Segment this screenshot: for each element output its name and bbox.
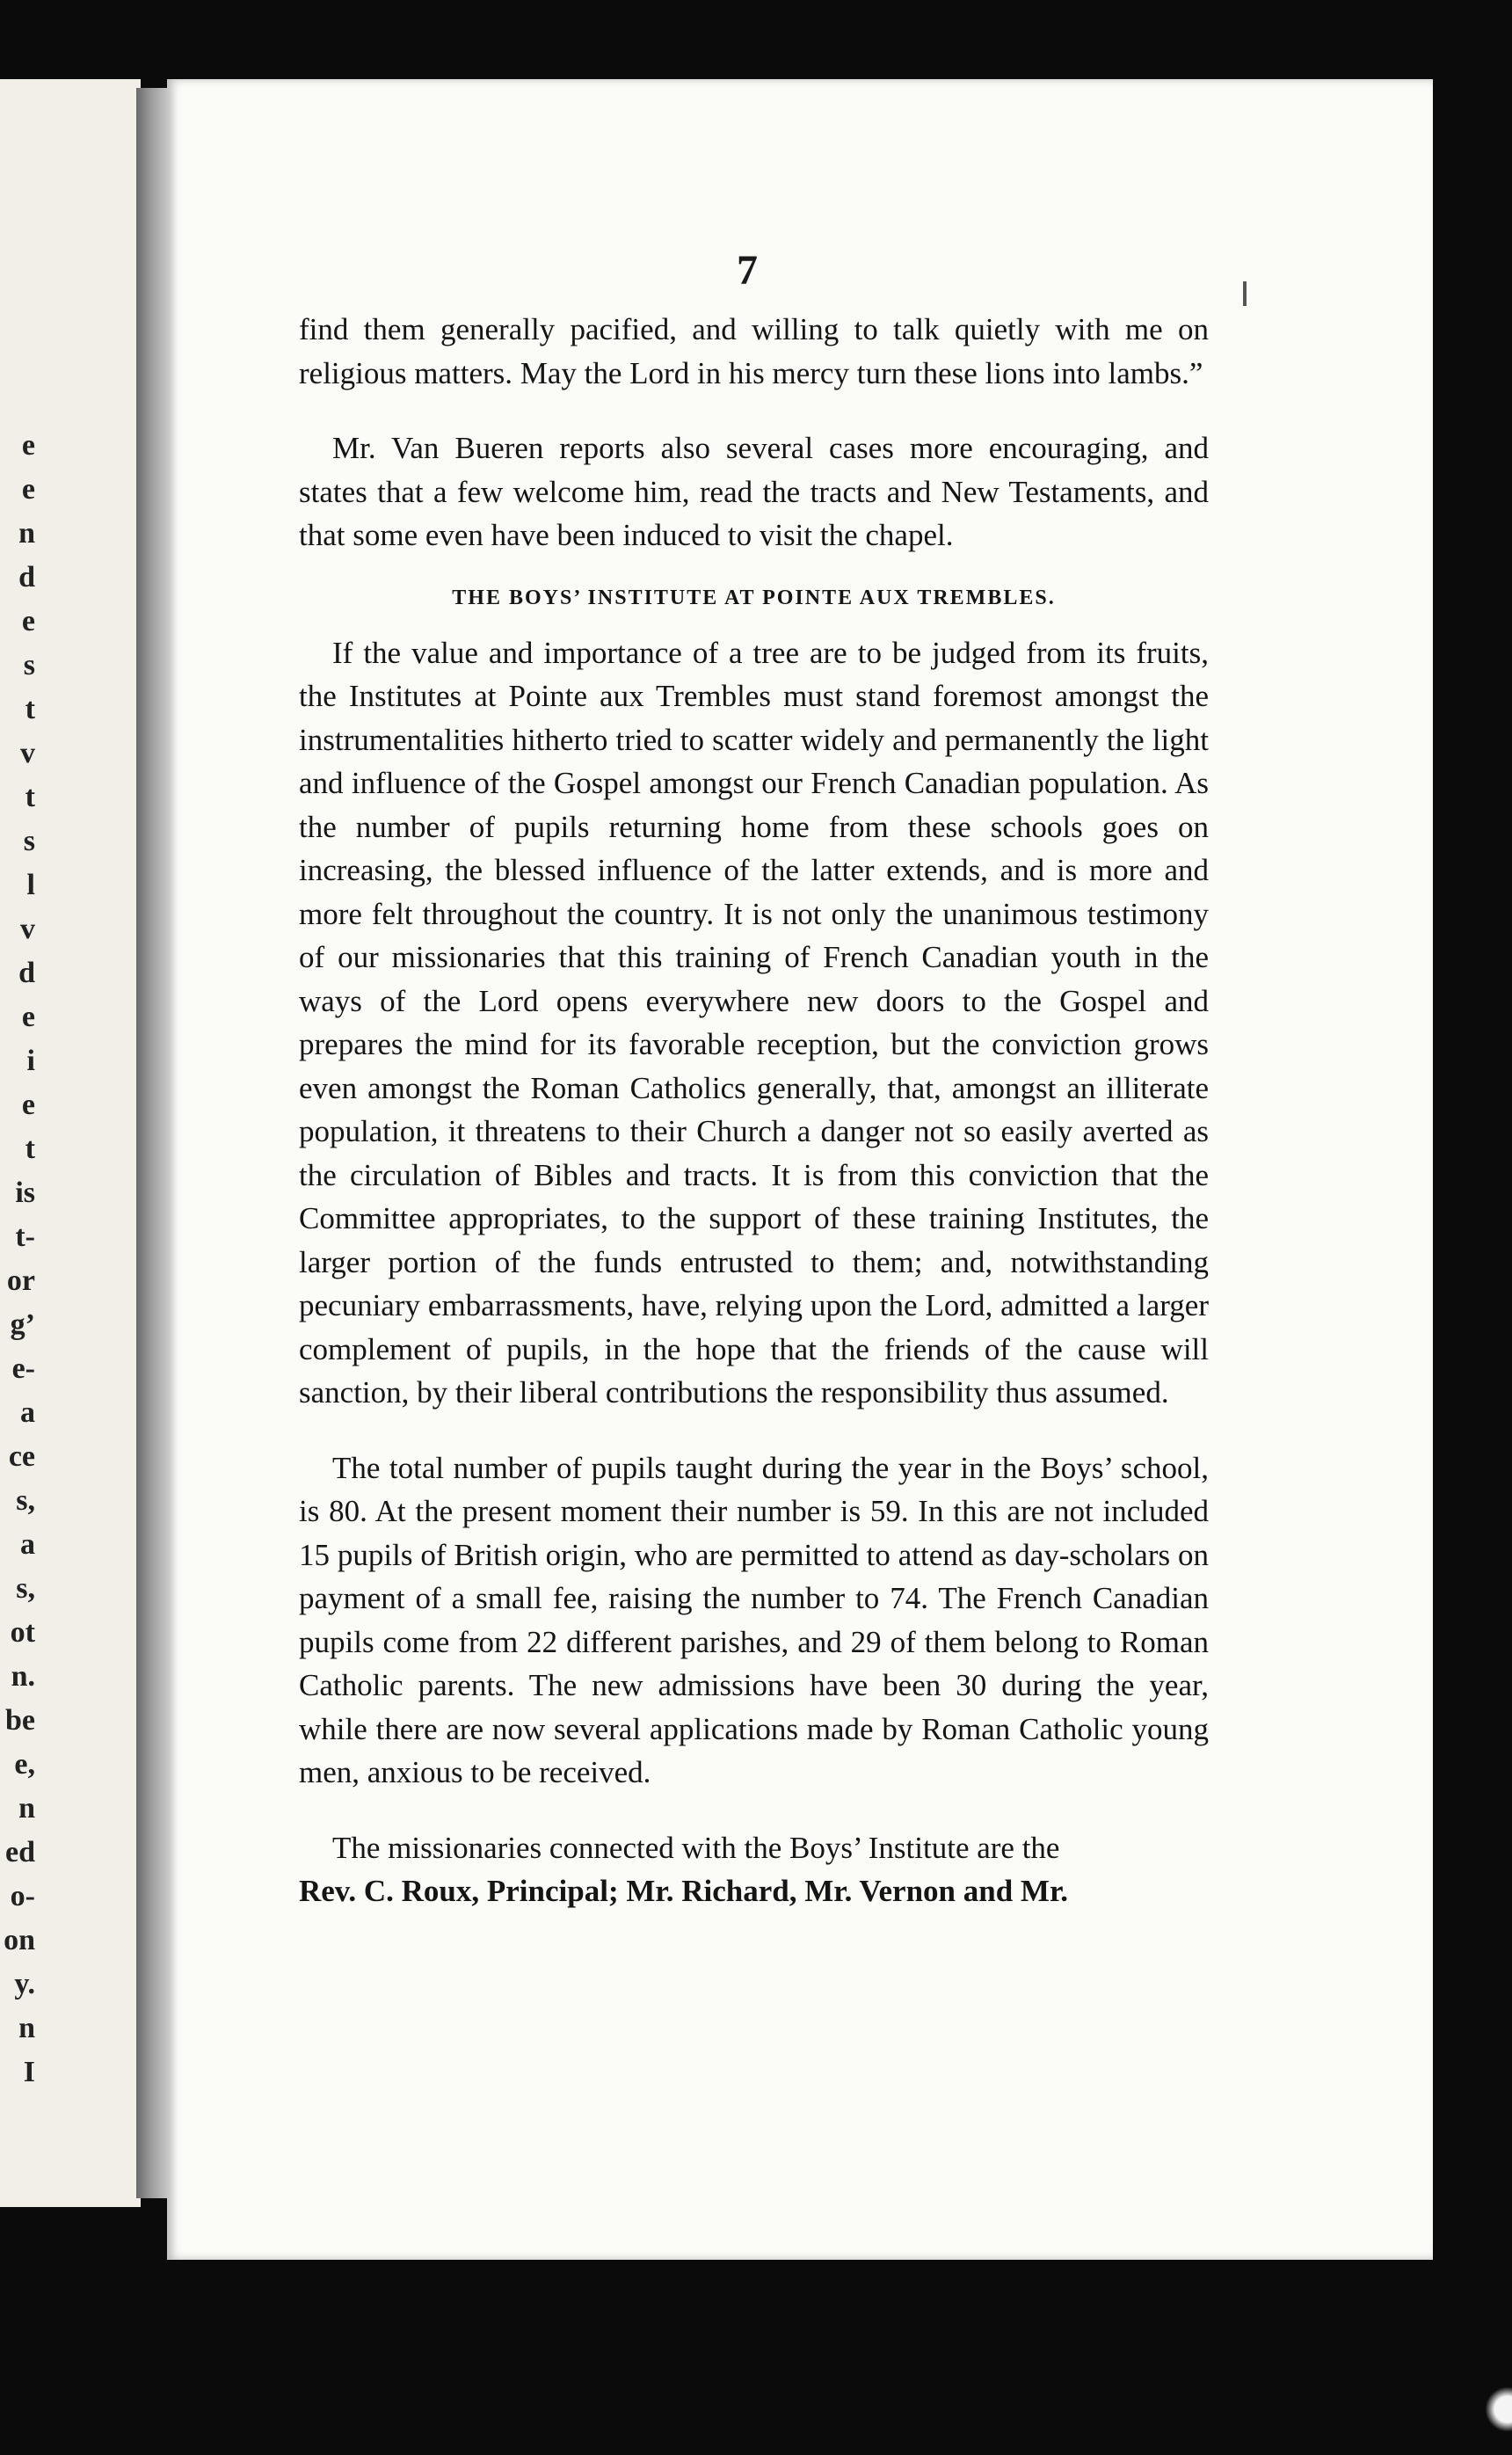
facing-page-fragment: t- xyxy=(15,1220,35,1253)
facing-page-fragment: n xyxy=(18,517,35,550)
paragraph-van-bueren: Mr. Van Bueren reports also several cases more encouraging, and states that a few welcome him, read the tracts and New Testaments, and that some even have been induced to visit the chapel. xyxy=(299,431,1209,552)
facing-page-fragment: e xyxy=(21,473,35,506)
section-heading: THE BOYS’ INSTITUTE AT POINTE AUX TREMBLES. xyxy=(452,586,1056,609)
facing-page-fragment: e xyxy=(21,429,35,462)
facing-page-fragment: e, xyxy=(14,1748,35,1781)
facing-page-fragment: g’ xyxy=(10,1308,35,1341)
facing-page-fragment: t xyxy=(25,693,35,725)
facing-page-fragment: t xyxy=(25,1133,35,1165)
facing-page-fragment: n xyxy=(18,2012,35,2044)
facing-page-fragment: e xyxy=(21,1001,35,1033)
book-page xyxy=(167,79,1433,2260)
facing-page-fragment: is xyxy=(15,1177,35,1209)
facing-page-fragment: o- xyxy=(10,1880,35,1912)
facing-page-fragment: l xyxy=(26,869,35,901)
paragraph-missionaries: The missionaries connected with the Boys’ Institute are the xyxy=(332,1830,1060,1865)
facing-page-fragment: on xyxy=(4,1924,35,1956)
paragraph-pupil-count: The total number of pupils taught during the year in the Boys’ school, is 80. At the present moment their number is 59. In this are not included 15 pupils of British origin, who are permitted to attend as day-scholars on payment of a small fee, raising the number to 74. The French Canadian pupils come from 22 different parishes, and 29 of them belong to Roman Catholic parents. The new admissions have been 30 during the year, while there are now several applications made by Roman Catholic young men, anxious to be received. xyxy=(299,1450,1209,1789)
facing-page-fragment: be xyxy=(5,1704,35,1737)
facing-page-fragment: e- xyxy=(11,1352,35,1385)
facing-page-fragment: s, xyxy=(16,1484,35,1517)
facing-page-fragment: n xyxy=(18,1792,35,1825)
facing-page-fragment: a xyxy=(20,1396,35,1429)
facing-page-fragment: ed xyxy=(5,1836,35,1869)
facing-page-fragment: I xyxy=(23,2056,35,2088)
paragraph-institutes: If the value and importance of a tree are to be judged from its fruits, the Institutes at Pointe aux Trembles must stand foremost amongst the instrumentalities hitherto tried to scatter widely and permanently the light and influence of the Gospel amongst our French Canadian population. As the number of pupils returning home from these schools goes on increasing, the blessed influence of the latter extends, and is more and more felt throughout the country. It is not only the unanimous testimony of our missionaries that this training of French Canadian youth in the ways of the Lord opens everywhere new doors to the Gospel and prepares the mind for its favorable reception, but the conviction grows even amongst the Roman Catholics generally, that, amongst an illiterate population, it threatens to their Church a danger not so easily averted as the circulation of Bibles and tracts. It is from this conviction that the Committee appropriates, to the support of these training Institutes, the larger portion of the funds entrusted to them; and, notwithstanding pecuniary embarrassments, have, relying upon the Lord, admitted a larger complement of pupils, in the hope that the friends of the cause will sanction, by their liberal contributions the responsibility thus assumed. xyxy=(299,635,1209,1410)
facing-page-fragment: d xyxy=(18,957,35,989)
book-gutter xyxy=(136,88,171,2198)
facing-page-fragment: e xyxy=(21,605,35,637)
facing-page-fragment: v xyxy=(20,737,35,769)
facing-page-fragment: e xyxy=(21,1089,35,1121)
facing-page-fragment: or xyxy=(6,1264,35,1297)
paragraph-continuation: find them generally pacified, and willing to talk quietly with me on religious matters. May the Lord in his mercy turn these lions into lambs.” xyxy=(299,312,1209,390)
page-text xyxy=(299,308,1209,1913)
facing-page-fragment: v xyxy=(20,913,35,945)
facing-page-text-fragments xyxy=(0,431,35,2207)
facing-page-fragment: n. xyxy=(11,1660,35,1693)
facing-page-fragment: s xyxy=(23,649,35,681)
facing-page-fragment: ot xyxy=(10,1616,35,1649)
facing-page-fragment: t xyxy=(25,781,35,813)
facing-page-fragment: ce xyxy=(8,1440,35,1473)
facing-page xyxy=(0,79,141,2207)
facing-page-fragment: s xyxy=(23,825,35,857)
page-number: 7 xyxy=(737,247,758,294)
facing-page-fragment: s, xyxy=(16,1572,35,1605)
missionaries-names-line: Rev. C. Roux, Principal; Mr. Richard, Mr. Vernon and Mr. xyxy=(299,1874,1069,1908)
facing-page-fragment: d xyxy=(18,561,35,594)
facing-page-fragment: a xyxy=(20,1528,35,1561)
facing-page-fragment: i xyxy=(26,1045,35,1077)
facing-page-fragment: y. xyxy=(14,1968,35,2000)
margin-mark xyxy=(1243,281,1247,306)
page-corner-mark xyxy=(1481,2383,1512,2436)
